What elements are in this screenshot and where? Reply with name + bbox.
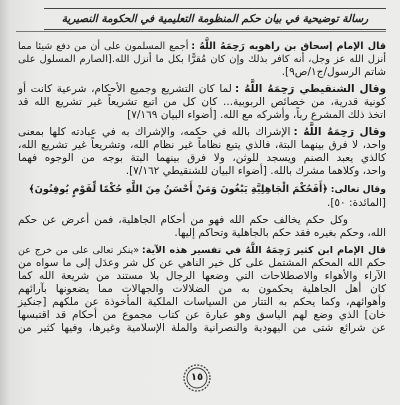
- quote-text: أجمع المسلمون على أن من دفع شيئا مما: [18, 41, 189, 52]
- text-line: واحد، لا فرق بينهما البتة، فالذي يتبع نظاماً غير نظام الله، وتشريعاً غير تشريع الله،: [18, 139, 386, 151]
- text-line: وأهوائهم، وكما يحكم به التتار من السياسات الملكية المأخوذة عن ملكهم [جنكيز: [18, 296, 386, 308]
- quote-attribution: وقال الشنقيطي رَحِمَهُ اللَّهُ :: [234, 83, 386, 95]
- quote-attribution: وقال رَحِمَهُ اللَّهُ :: [293, 126, 386, 138]
- commentary-paragraph: [18, 214, 386, 240]
- quote-paragraph: [18, 83, 386, 122]
- citation-line: اتخذ ذلك المشرع رباً، وأشركه مع الله. [أضواء البيان ٧/١٦٩]: [127, 109, 386, 121]
- verse-intro: وقال تعالى:: [330, 184, 386, 195]
- running-header: [44, 8, 386, 30]
- page-number: ١٥: [190, 372, 204, 383]
- page-body: [18, 40, 386, 335]
- header-divider: [16, 31, 386, 32]
- page-number-ornament: [183, 364, 211, 392]
- text-line: الآراء والأهواء والاصطلاحات التي وضعها الرجال بلا مستند من شريعة الله كما: [18, 270, 386, 282]
- text-line: [18, 40, 386, 53]
- verse-reference: [المائدة: ٥٠].: [326, 197, 386, 209]
- text-line: كان أهل الجاهلية يحكمون به من الضلالات والجهالات مما يضعونها بآرائهم: [18, 283, 386, 295]
- text-line: [18, 244, 386, 257]
- quote-paragraph: [18, 126, 386, 178]
- text-line: كونية قدرية، من خصائص الربوبية... كان كل من اتبع تشريعاً غير تشريع الله قد: [18, 96, 386, 108]
- text-line: [18, 182, 386, 197]
- citation-line: شاتم الرسول/ج١/ص٩].: [281, 66, 386, 78]
- text-line: أنزل الله عز وجل، أنه كافر بذلك وإن كان مُقرًّا بكل ما أنزل الله.[الصارم المسلول على: [18, 54, 386, 65]
- quote-text: الإشراك بالله في حكمه، والإشراك به في عبادته كلها بمعنى: [18, 126, 291, 138]
- text-line: وكل حكم يخالف حكم الله فهو من أحكام الجاهلية، فمن أعرض عن حكم: [18, 214, 348, 226]
- quote-text: «ينكر تعالى على من خرج عن: [18, 245, 140, 256]
- quote-paragraph: [18, 40, 386, 79]
- quote-text: لما كان التشريع وجميع الأحكام، شرعية كانت أو: [18, 83, 232, 95]
- text-line: خان] الذي وضع لهم الياسق وهو عبارة عن كتاب مجموع من أحكام قد اقتبسها: [18, 309, 386, 321]
- quote-attribution: قال الإمام ابن كثير رَحِمَهُ اللَّهُ في تفسير هذه الآية:: [141, 245, 387, 256]
- book-title: رسالة توضيحية في بيان حكم المنظومة التعليمية في الحكومة النصيرية: [61, 13, 369, 25]
- quote-attribution: قال الإمام إسحاق بن راهويه رَحِمَهُ اللَّهُ :: [191, 41, 386, 52]
- text-line: [18, 83, 386, 96]
- text-line: عن شرائع شتى من اليهودية والنصرانية والملة الإسلامية وغيرها، وفيها كثير من: [18, 322, 386, 334]
- quote-paragraph: [18, 244, 386, 335]
- text-line: [18, 126, 386, 139]
- citation-line: واحد، وكلاهما مشرك بالله. [أضواء البيان للشنقيطي ٧/١٦٢].: [125, 165, 386, 177]
- text-line: حكم الله المحكم المشتمل على كل خير الناهي عن كل شر وعدَل إلى ما سواه من: [18, 257, 386, 269]
- verse-paragraph: [18, 182, 386, 210]
- text-line: كالذي يعبد الصنم ويسجد للوثن، ولا فرق بينهما البتة بوجه من الوجوه فهما: [18, 152, 386, 164]
- text-line: الله، وحكم بغيره فقد حكم بالجاهلية وتحاكم إليها.: [174, 227, 386, 239]
- quran-verse: ﴿أَفَحُكْمَ الْجَاهِلِيَّةِ يَبْغُونَ وَمَنْ أَحْسَنُ مِنَ اللَّهِ حُكْمًا لِّقَوْمٍ يُوقِنُونَ﴾: [28, 184, 328, 195]
